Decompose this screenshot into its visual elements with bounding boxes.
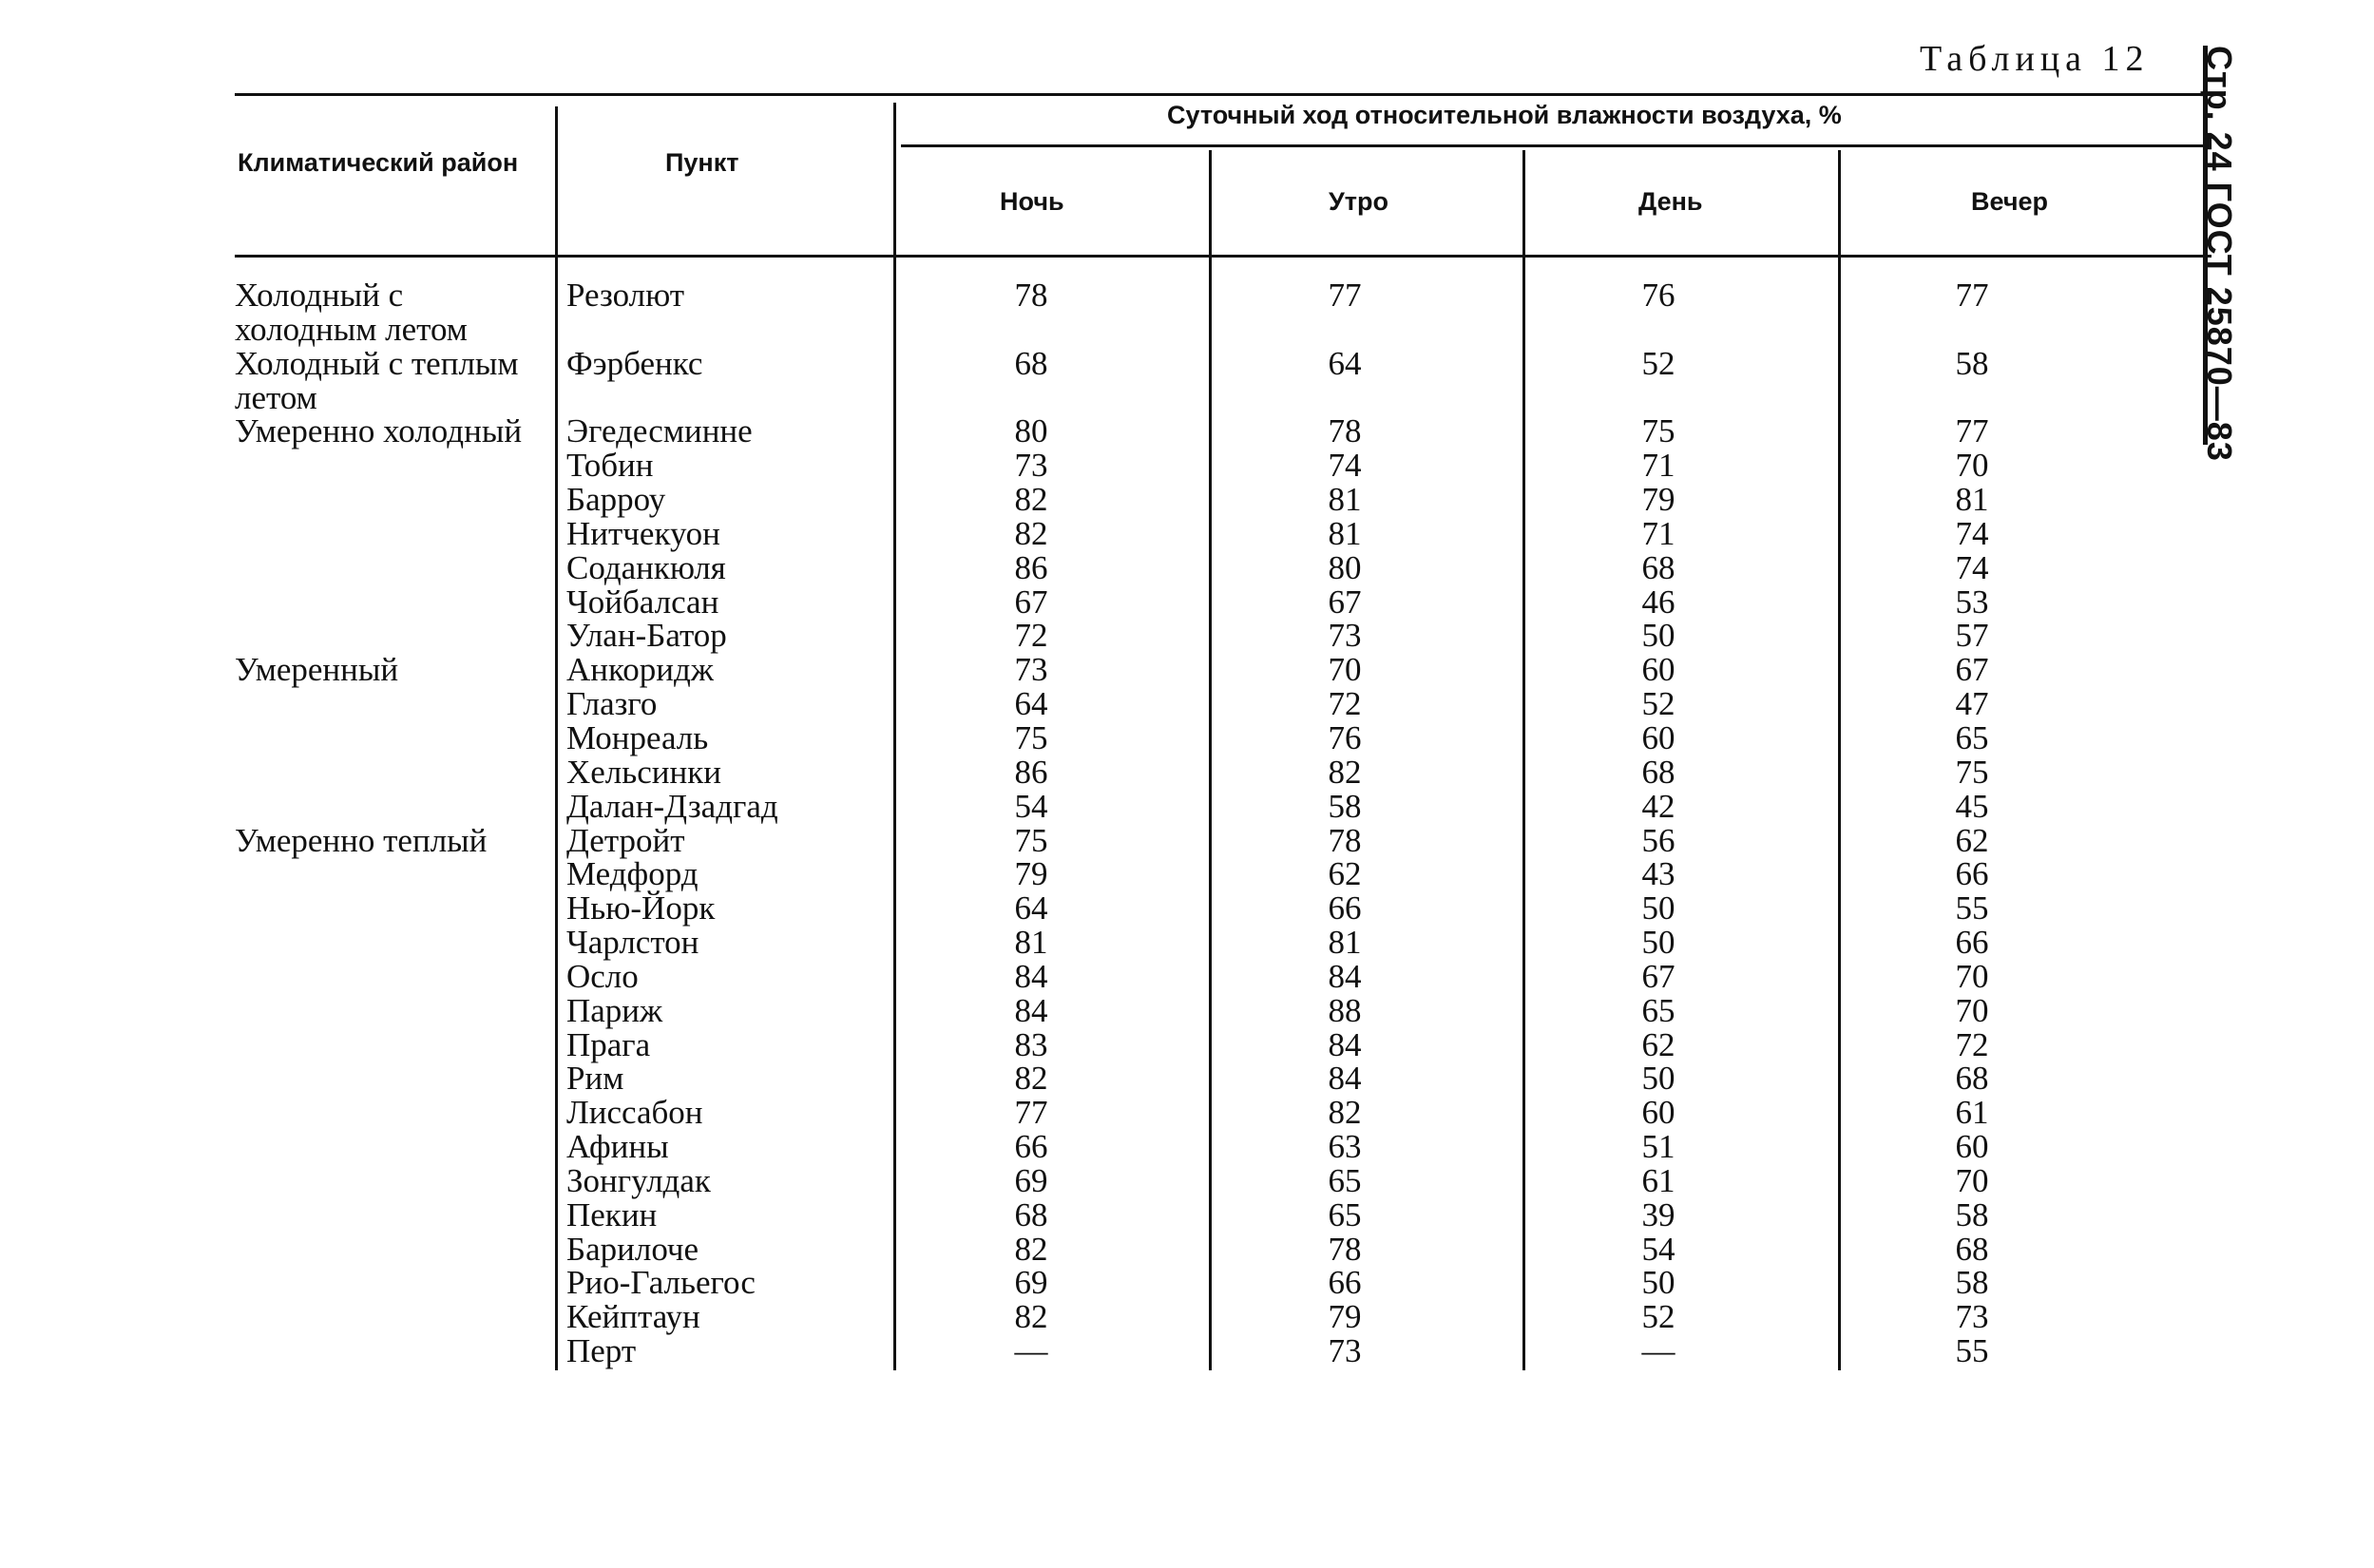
cell-day: — — [1641, 1332, 1675, 1370]
cell-point: Далан-Дзадгад — [566, 787, 778, 825]
cell-day: 56 — [1641, 821, 1675, 859]
cell-morning: 79 — [1328, 1298, 1362, 1336]
cell-morning: 82 — [1328, 1094, 1362, 1132]
cell-point: Резолют — [566, 277, 685, 314]
cell-morning: 62 — [1328, 855, 1362, 893]
cell-night: — — [1014, 1332, 1048, 1370]
cell-morning: 81 — [1328, 481, 1362, 519]
cell-night: 64 — [1014, 889, 1048, 927]
table-row — [0, 514, 2214, 552]
cell-point: Эгедесминне — [566, 412, 753, 450]
table-row — [0, 1230, 2214, 1268]
cell-point: Прага — [566, 1025, 651, 1063]
cell-night: 82 — [1014, 1298, 1048, 1336]
table-row — [0, 414, 2214, 449]
cell-day: 67 — [1641, 957, 1675, 995]
cell-night: 67 — [1014, 583, 1048, 621]
cell-evening: 58 — [1955, 1195, 1989, 1233]
cell-point: Лиссабон — [566, 1094, 703, 1132]
cell-evening: 70 — [1955, 957, 1989, 995]
table-row — [0, 1195, 2214, 1233]
cell-morning: 82 — [1328, 753, 1362, 791]
cell-night: 75 — [1014, 718, 1048, 756]
table-row — [0, 1161, 2214, 1199]
cell-point: Улан-Батор — [566, 617, 727, 655]
table-row — [0, 1130, 2214, 1164]
cell-night: 82 — [1014, 514, 1048, 552]
cell-night: 77 — [1014, 1094, 1048, 1132]
table-row — [0, 687, 2214, 721]
cell-evening: 58 — [1955, 344, 1989, 382]
cell-day: 79 — [1641, 481, 1675, 519]
cell-evening: 58 — [1955, 1264, 1989, 1302]
cell-evening: 75 — [1955, 753, 1989, 791]
cell-night: 82 — [1014, 1230, 1048, 1268]
cell-climate: Холодный с теплым летом — [235, 344, 519, 416]
cell-evening: 77 — [1955, 277, 1989, 314]
cell-point: Барилоче — [566, 1230, 699, 1268]
cell-climate: Умеренный — [235, 651, 399, 689]
cell-evening: 70 — [1955, 447, 1989, 485]
cell-day: 43 — [1641, 855, 1675, 893]
cell-point: Чойбалсан — [566, 583, 719, 621]
cell-morning: 78 — [1328, 1230, 1362, 1268]
cell-morning: 64 — [1328, 344, 1362, 382]
cell-evening: 53 — [1955, 583, 1989, 621]
cell-night: 81 — [1014, 924, 1048, 962]
header-point: Пункт — [665, 148, 739, 177]
cell-morning: 73 — [1328, 1332, 1362, 1370]
header-climate: Климатический район — [238, 148, 519, 177]
cell-day: 46 — [1641, 583, 1675, 621]
header-evening: Вечер — [1971, 187, 2049, 216]
cell-point: Детройт — [566, 821, 685, 859]
cell-day: 71 — [1641, 447, 1675, 485]
cell-evening: 81 — [1955, 481, 1989, 519]
table-row — [0, 483, 2214, 517]
cell-day: 39 — [1641, 1195, 1675, 1233]
table-row — [0, 787, 2214, 825]
table-row — [0, 449, 2214, 483]
cell-point: Рио-Гальегос — [566, 1264, 756, 1302]
cell-day: 52 — [1641, 344, 1675, 382]
cell-morning: 81 — [1328, 514, 1362, 552]
cell-day: 51 — [1641, 1128, 1675, 1166]
table-row — [0, 344, 2214, 416]
cell-day: 75 — [1641, 412, 1675, 450]
cell-night: 79 — [1014, 855, 1048, 893]
table-row — [0, 857, 2214, 891]
table-body — [0, 278, 2214, 1368]
table-row — [0, 991, 2214, 1029]
cell-morning: 66 — [1328, 1264, 1362, 1302]
cell-night: 80 — [1014, 412, 1048, 450]
cell-point: Медфорд — [566, 855, 699, 893]
cell-evening: 61 — [1955, 1094, 1989, 1132]
cell-night: 64 — [1014, 685, 1048, 723]
group-header-rule — [901, 144, 2211, 147]
cell-night: 68 — [1014, 1195, 1048, 1233]
cell-day: 50 — [1641, 889, 1675, 927]
cell-evening: 57 — [1955, 617, 1989, 655]
cell-evening: 45 — [1955, 787, 1989, 825]
cell-morning: 73 — [1328, 617, 1362, 655]
cell-day: 60 — [1641, 1094, 1675, 1132]
cell-point: Хельсинки — [566, 753, 721, 791]
cell-climate: Холодный с холодным летом — [235, 277, 468, 348]
cell-point: Рим — [566, 1060, 624, 1098]
table-row — [0, 926, 2214, 960]
cell-morning: 76 — [1328, 718, 1362, 756]
header-morning: Утро — [1329, 187, 1389, 216]
cell-morning: 58 — [1328, 787, 1362, 825]
cell-point: Нью-Йорк — [566, 889, 716, 927]
table-row — [0, 718, 2214, 756]
table-row — [0, 891, 2214, 926]
cell-evening: 68 — [1955, 1060, 1989, 1098]
cell-evening: 70 — [1955, 1161, 1989, 1199]
cell-day: 60 — [1641, 718, 1675, 756]
cell-morning: 80 — [1328, 548, 1362, 586]
cell-evening: 70 — [1955, 991, 1989, 1029]
cell-day: 42 — [1641, 787, 1675, 825]
cell-evening: 55 — [1955, 889, 1989, 927]
cell-day: 68 — [1641, 548, 1675, 586]
cell-day: 76 — [1641, 277, 1675, 314]
cell-night: 86 — [1014, 753, 1048, 791]
table-row — [0, 821, 2214, 859]
cell-night: 84 — [1014, 957, 1048, 995]
table-row — [0, 957, 2214, 995]
cell-climate: Умеренно теплый — [235, 821, 488, 859]
table-row — [0, 1061, 2214, 1096]
cell-night: 86 — [1014, 548, 1048, 586]
cell-morning: 67 — [1328, 583, 1362, 621]
cell-day: 52 — [1641, 1298, 1675, 1336]
cell-morning: 66 — [1328, 889, 1362, 927]
cell-morning: 78 — [1328, 821, 1362, 859]
table-row — [0, 1300, 2214, 1334]
cell-morning: 74 — [1328, 447, 1362, 485]
table-row — [0, 1096, 2214, 1130]
cell-night: 82 — [1014, 481, 1048, 519]
table-row — [0, 755, 2214, 790]
table-row — [0, 278, 2214, 347]
cell-day: 50 — [1641, 924, 1675, 962]
table-row — [0, 548, 2214, 586]
cell-morning: 88 — [1328, 991, 1362, 1029]
cell-night: 73 — [1014, 447, 1048, 485]
cell-night: 83 — [1014, 1025, 1048, 1063]
table-row — [0, 653, 2214, 687]
cell-night: 84 — [1014, 991, 1048, 1029]
cell-day: 50 — [1641, 1060, 1675, 1098]
cell-day: 52 — [1641, 685, 1675, 723]
cell-evening: 60 — [1955, 1128, 1989, 1166]
cell-evening: 74 — [1955, 548, 1989, 586]
cell-point: Пекин — [566, 1195, 658, 1233]
cell-day: 61 — [1641, 1161, 1675, 1199]
cell-point: Париж — [566, 991, 663, 1029]
cell-morning: 81 — [1328, 924, 1362, 962]
table-row — [0, 1025, 2214, 1063]
cell-evening: 62 — [1955, 821, 1989, 859]
cell-morning: 84 — [1328, 1060, 1362, 1098]
cell-morning: 65 — [1328, 1195, 1362, 1233]
table-caption: Таблица 12 — [1920, 39, 2150, 79]
cell-morning: 70 — [1328, 651, 1362, 689]
cell-morning: 84 — [1328, 1025, 1362, 1063]
header-bottom-rule — [235, 255, 2211, 258]
cell-evening: 73 — [1955, 1298, 1989, 1336]
table-row — [0, 619, 2214, 653]
cell-morning: 65 — [1328, 1161, 1362, 1199]
header-group: Суточный ход относительной влажности воздуха, % — [1167, 101, 1842, 129]
cell-day: 62 — [1641, 1025, 1675, 1063]
table-row — [0, 1334, 2214, 1368]
cell-night: 69 — [1014, 1264, 1048, 1302]
cell-point: Фэрбенкс — [566, 344, 703, 382]
table-row — [0, 585, 2214, 620]
cell-point: Осло — [566, 957, 639, 995]
cell-point: Афины — [566, 1128, 669, 1166]
table-row — [0, 1266, 2214, 1300]
cell-evening: 67 — [1955, 651, 1989, 689]
cell-climate: Умеренно холодный — [235, 412, 523, 450]
cell-evening: 66 — [1955, 924, 1989, 962]
cell-morning: 72 — [1328, 685, 1362, 723]
cell-point: Зонгулдак — [566, 1161, 711, 1199]
cell-point: Анкоридж — [566, 651, 714, 689]
cell-day: 71 — [1641, 514, 1675, 552]
cell-night: 72 — [1014, 617, 1048, 655]
cell-evening: 47 — [1955, 685, 1989, 723]
header-day: День — [1638, 187, 1703, 216]
cell-day: 60 — [1641, 651, 1675, 689]
cell-point: Глазго — [566, 685, 658, 723]
top-rule — [235, 93, 2211, 96]
cell-point: Кейптаун — [566, 1298, 700, 1336]
cell-evening: 66 — [1955, 855, 1989, 893]
cell-morning: 63 — [1328, 1128, 1362, 1166]
cell-point: Нитчекуон — [566, 514, 720, 552]
cell-point: Барроу — [566, 481, 666, 519]
cell-evening: 72 — [1955, 1025, 1989, 1063]
cell-morning: 84 — [1328, 957, 1362, 995]
cell-point: Монреаль — [566, 718, 709, 756]
cell-day: 54 — [1641, 1230, 1675, 1268]
cell-evening: 65 — [1955, 718, 1989, 756]
cell-evening: 77 — [1955, 412, 1989, 450]
cell-night: 69 — [1014, 1161, 1048, 1199]
cell-point: Тобин — [566, 447, 654, 485]
cell-point: Соданкюля — [566, 548, 726, 586]
header-night: Ночь — [1000, 187, 1064, 216]
cell-evening: 55 — [1955, 1332, 1989, 1370]
cell-day: 65 — [1641, 991, 1675, 1029]
cell-night: 54 — [1014, 787, 1048, 825]
cell-day: 50 — [1641, 617, 1675, 655]
cell-night: 73 — [1014, 651, 1048, 689]
cell-evening: 68 — [1955, 1230, 1989, 1268]
cell-point: Чарлстон — [566, 924, 699, 962]
cell-day: 50 — [1641, 1264, 1675, 1302]
cell-morning: 77 — [1328, 277, 1362, 314]
cell-night: 75 — [1014, 821, 1048, 859]
page-mark-text: Стр. 24 ГОСТ 25870—83 — [2200, 46, 2239, 462]
cell-evening: 74 — [1955, 514, 1989, 552]
page-mark — [2200, 46, 2279, 464]
cell-day: 68 — [1641, 753, 1675, 791]
cell-point: Перт — [566, 1332, 637, 1370]
cell-night: 78 — [1014, 277, 1048, 314]
cell-night: 66 — [1014, 1128, 1048, 1166]
cell-morning: 78 — [1328, 412, 1362, 450]
cell-night: 68 — [1014, 344, 1048, 382]
cell-night: 82 — [1014, 1060, 1048, 1098]
